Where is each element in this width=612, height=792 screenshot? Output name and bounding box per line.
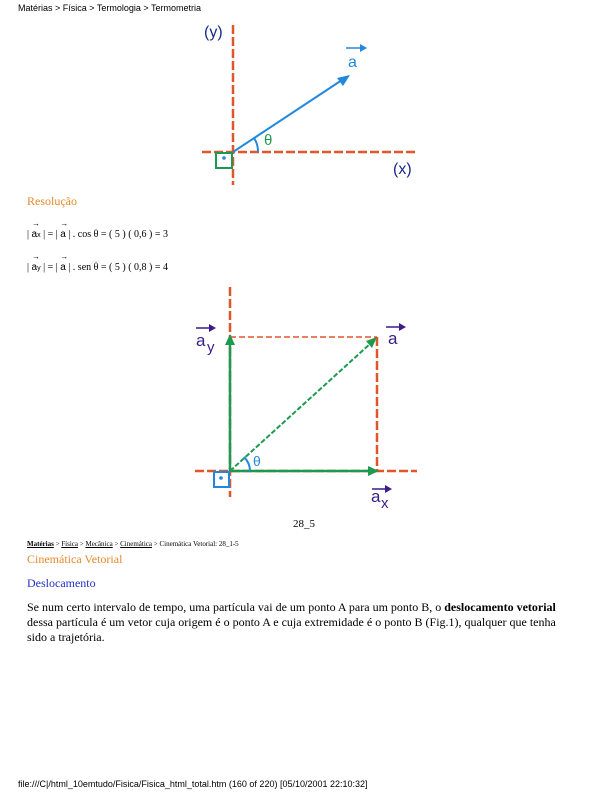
origin-dot	[222, 156, 226, 160]
page-footer: file:///C|/html_10emtudo/Fisica/Fisica_html_total.htm (160 of 220) [05/10/2001 22:10:32]	[18, 779, 368, 789]
figure-vector-decomposition	[190, 15, 430, 190]
breadcrumb-fisica[interactable]: Física	[61, 540, 79, 548]
vector-a-label: a	[348, 54, 357, 71]
breadcrumb-cinematica[interactable]: Cinemática	[120, 540, 153, 548]
breadcrumb-mecanica[interactable]: Mecânica	[85, 540, 113, 548]
y-axis-label: (y)	[204, 24, 223, 41]
right-angle-marker	[216, 153, 232, 168]
theta-label-2: θ	[253, 453, 261, 469]
angle-theta-label: θ	[264, 132, 273, 149]
resolution-title: Resolução	[27, 194, 77, 208]
ax-subscript: x	[381, 495, 389, 512]
equation-ay: | → ay | = | → a | . sen θ = ( 5 ) ( 0,8 ) = 4	[27, 252, 169, 273]
ay-label: a	[196, 331, 206, 350]
breadcrumb: Matérias > Física > Mecânica > Cinemática > Cinemática Vetorial: 28_1-5	[27, 540, 239, 548]
origin-dot-2	[219, 476, 223, 480]
a-label: a	[388, 329, 398, 348]
breadcrumb-materias[interactable]: Matérias	[27, 540, 54, 548]
component-ay-arrowhead	[225, 334, 235, 345]
x-axis-label: (x)	[393, 161, 412, 178]
angle-arc-2	[244, 457, 250, 471]
ax-label: a	[371, 487, 381, 506]
component-ax-arrowhead	[368, 466, 379, 476]
angle-arc	[254, 138, 258, 152]
equation-ax: | → ax | = | → a | . cos θ = ( 5 ) ( 0,6 ) = 3	[27, 219, 169, 240]
breadcrumb-current: Cinemática Vetorial: 28_1-5	[159, 540, 239, 548]
page-header-breadcrumb: Matérias > Física > Termologia > Termometria	[18, 3, 201, 13]
vector-a-diagonal	[230, 343, 371, 471]
section-title: Cinemática Vetorial	[27, 552, 123, 566]
ay-subscript: y	[207, 339, 215, 356]
figure-vector-components	[185, 282, 430, 512]
section-subtitle: Deslocamento	[27, 576, 96, 590]
vector-a	[233, 80, 342, 152]
figure-caption: 28_5	[293, 518, 315, 530]
vector-a-arrowhead	[337, 75, 350, 86]
section-paragraph: Se num certo intervalo de tempo, uma partícula vai de um ponto A para um ponto B, o deslocamento vetorial dessa partícula é um vetor cuja origem é o ponto A e cuja extremidade é o ponto B (Fig.1), qualquer que tenha sido a trajetória.	[27, 600, 556, 644]
